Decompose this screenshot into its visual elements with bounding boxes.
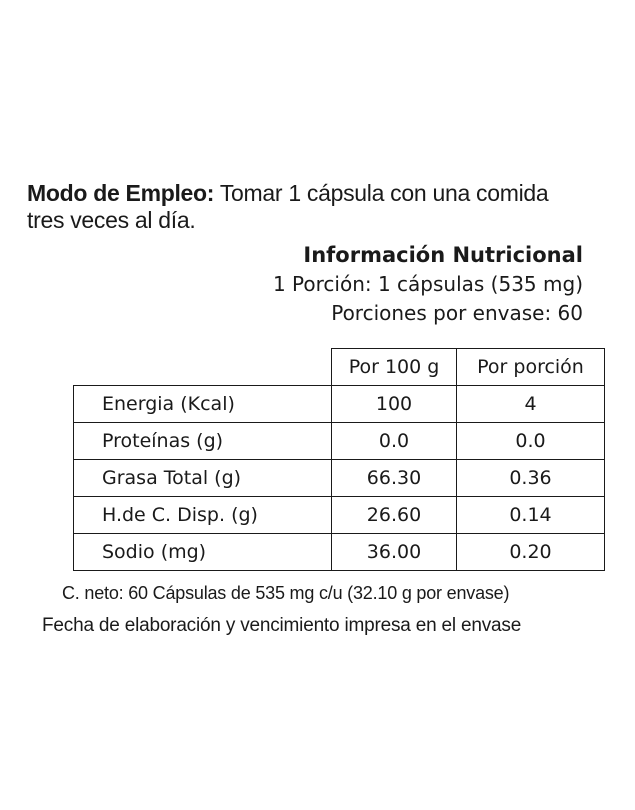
dates-note: Fecha de elaboración y vencimiento impresa en el envase <box>42 615 522 636</box>
row-per100: 0.0 <box>332 423 457 460</box>
column-header-per100: Por 100 g <box>332 349 457 386</box>
usage-text-line1: Tomar 1 cápsula con una comida <box>214 180 549 206</box>
row-per100: 26.60 <box>332 497 457 534</box>
table-row <box>74 497 605 534</box>
net-content-note: C. neto: 60 Cápsulas de 535 mg c/u (32.10 g por envase) <box>62 583 510 603</box>
table-row <box>74 386 605 423</box>
row-per-serving: 0.20 <box>457 534 605 571</box>
row-per100: 66.30 <box>332 460 457 497</box>
row-per100: 36.00 <box>332 534 457 571</box>
row-label: H.de C. Disp. (g) <box>74 497 332 534</box>
row-per100: 100 <box>332 386 457 423</box>
servings-per-container: Porciones por envase: 60 <box>331 301 583 325</box>
table-row <box>74 460 605 497</box>
row-per-serving: 0.14 <box>457 497 605 534</box>
table-header-row <box>74 349 605 386</box>
usage-label: Modo de Empleo: <box>27 180 215 206</box>
row-per-serving: 4 <box>457 386 605 423</box>
row-per-serving: 0.36 <box>457 460 605 497</box>
column-header-per-serving: Por porción <box>457 349 605 386</box>
header-blank-cell <box>74 349 332 386</box>
row-label: Sodio (mg) <box>74 534 332 571</box>
nutrition-header <box>273 240 583 328</box>
table-row <box>74 534 605 571</box>
nutrition-title: Información Nutricional <box>303 243 583 267</box>
row-label: Grasa Total (g) <box>74 460 332 497</box>
serving-size: 1 Porción: 1 cápsulas (535 mg) <box>272 272 583 296</box>
table-row <box>74 423 605 460</box>
usage-instructions <box>27 180 617 234</box>
row-label: Proteínas (g) <box>74 423 332 460</box>
row-label: Energia (Kcal) <box>74 386 332 423</box>
row-per-serving: 0.0 <box>457 423 605 460</box>
nutrition-table <box>73 348 605 571</box>
usage-text-line2: tres veces al día. <box>27 207 196 233</box>
